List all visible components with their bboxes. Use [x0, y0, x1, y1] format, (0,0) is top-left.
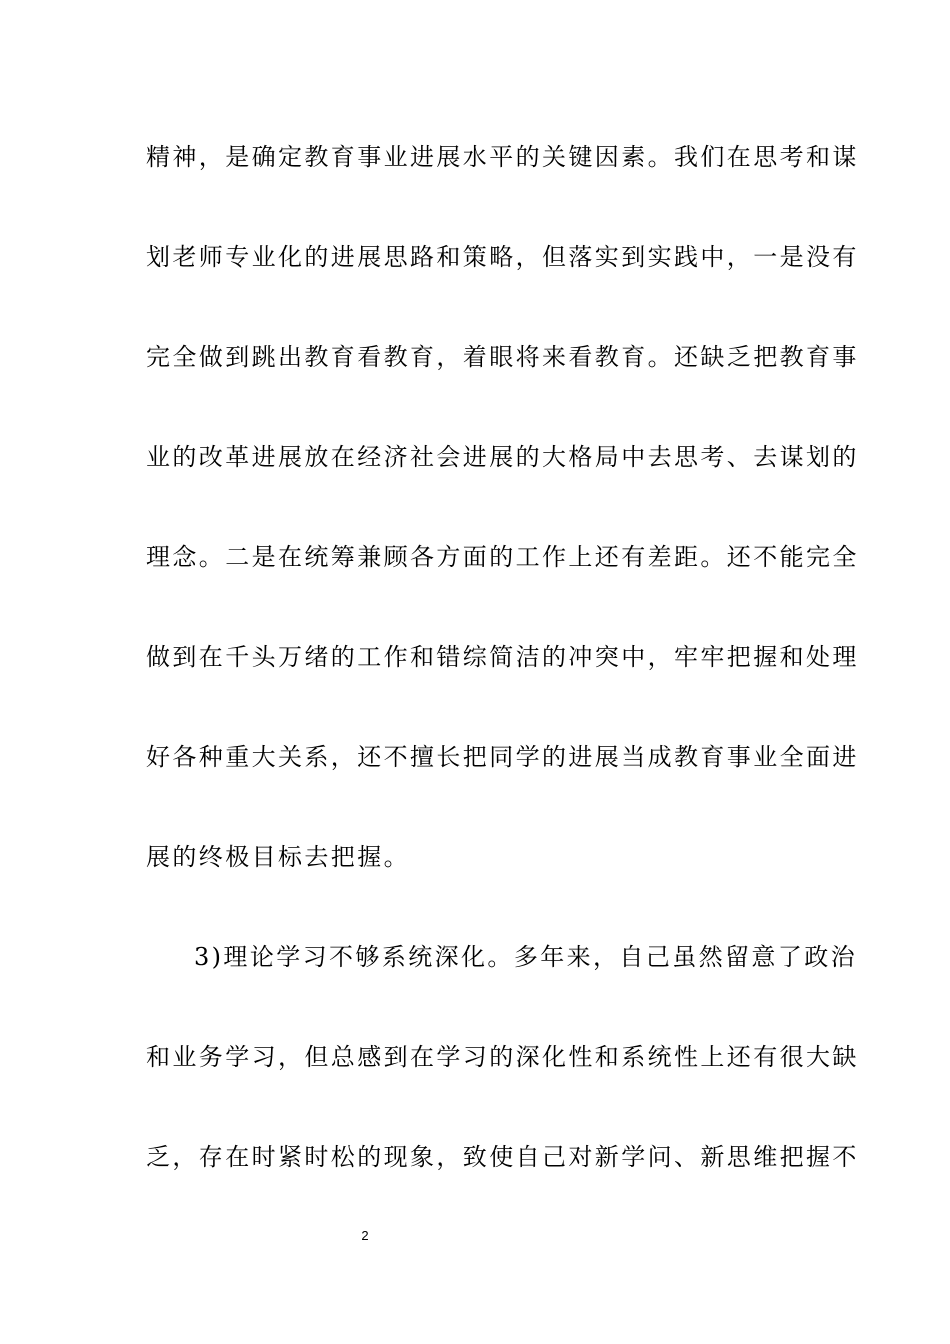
paragraph-line: 好各种重大关系，还不擅长把同学的进展当成教育事业全面进 — [146, 743, 859, 771]
paragraph-line: 乏，存在时紧时松的现象，致使自己对新学问、新思维把握不 — [146, 1143, 859, 1171]
paragraph-line: 完全做到跳出教育看教育，着眼将来看教育。还缺乏把教育事 — [146, 343, 859, 371]
paragraph-line: 展的终极目标去把握。 — [146, 843, 410, 871]
paragraph-line: 划老师专业化的进展思路和策略，但落实到实践中，一是没有 — [146, 243, 859, 271]
paragraph-line: 3)理论学习不够系统深化。多年来，自己虽然留意了政治 — [194, 943, 858, 971]
paragraph-line: 做到在千头万绪的工作和错综简洁的冲突中，牢牢把握和处理 — [146, 643, 859, 671]
paragraph-line: 理念。二是在统筹兼顾各方面的工作上还有差距。还不能完全 — [146, 543, 859, 571]
page-number: 2 — [361, 1228, 369, 1243]
paragraph-line: 精神，是确定教育事业进展水平的关键因素。我们在思考和谋 — [146, 143, 859, 171]
paragraph-line: 业的改革进展放在经济社会进展的大格局中去思考、去谋划的 — [146, 443, 859, 471]
paragraph-line: 和业务学习，但总感到在学习的深化性和系统性上还有很大缺 — [146, 1043, 859, 1071]
